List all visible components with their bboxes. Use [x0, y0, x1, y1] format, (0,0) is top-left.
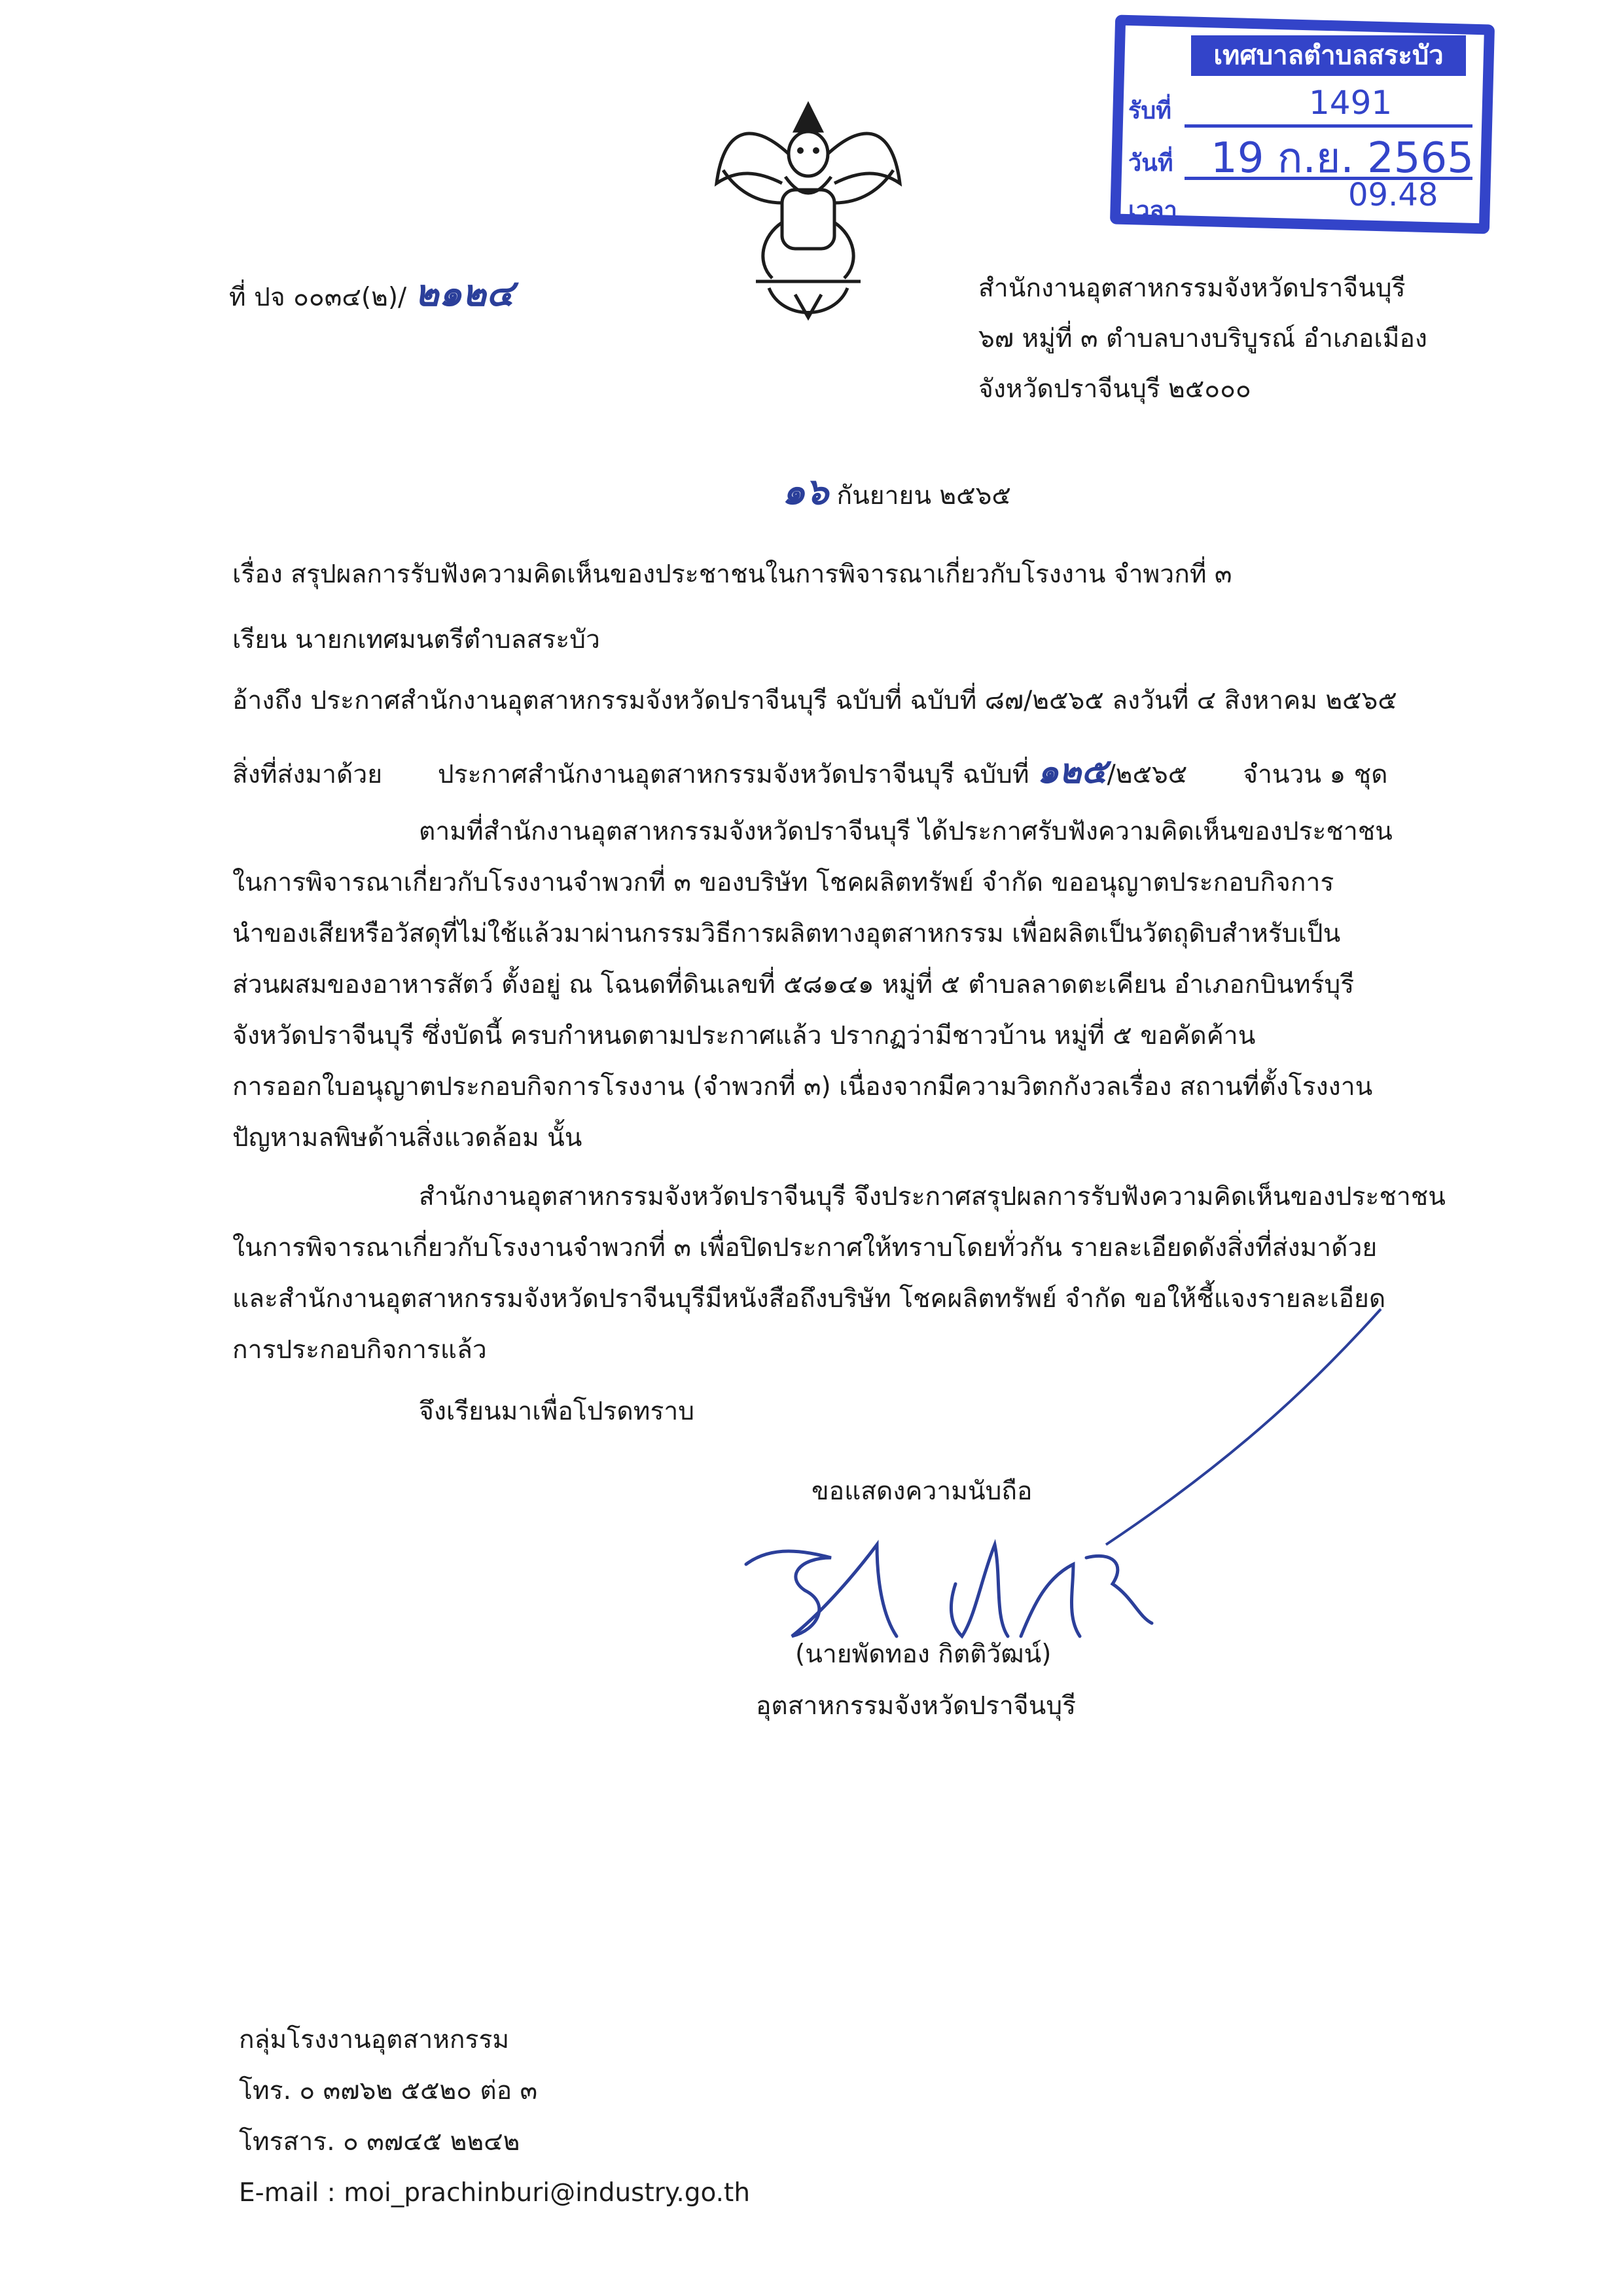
- stamp-date-label: วันที่: [1128, 150, 1173, 177]
- signatory-name: (นายพัดทอง กิตติวัฒน์): [795, 1640, 1052, 1669]
- enclosure-text: ประกาศสำนักงานอุตสาหกรรมจังหวัดปราจีนบุรี ฉบับที่: [437, 760, 1029, 789]
- stamp-time: 09.48: [1348, 177, 1438, 213]
- reference-doc-line: อ้างถึง ประกาศสำนักงานอุตสาหกรรมจังหวัดปราจีนบุรี ฉบับที่ ฉบับที่ ๘๗/๒๕๖๕ ลงวันที่ ๔ สิงหาคม ๒๕๖๕: [232, 686, 1397, 715]
- stamp-date: 19 ก.ย. 2565: [1211, 134, 1474, 183]
- closing-line: จึงเรียนมาเพื่อโปรดทราบ: [419, 1397, 695, 1426]
- enclosure-label: สิ่งที่ส่งมาด้วย: [232, 760, 383, 789]
- regards-line: ขอแสดงความนับถือ: [812, 1477, 1033, 1506]
- reference-line: [229, 272, 514, 315]
- subject-line: เรื่อง สรุปผลการรับฟังความคิดเห็นของประชาชนในการพิจารณาเกี่ยวกับโรงงาน จำพวกที่ ๓: [232, 560, 1232, 589]
- enclosure-line: [232, 751, 1387, 792]
- ref-prefix: ที่ ปจ ๐๐๓๔(๒)/: [229, 283, 407, 312]
- received-stamp: [1113, 20, 1492, 229]
- body-line: นำของเสียหรือวัสดุที่ไม่ใช้แล้วมาผ่านกรรมวิธีการผลิตทางอุตสาหกรรม เพื่อผลิตเป็นวัตถุดิบสำหรับเป็น: [232, 919, 1341, 948]
- body-line: การออกใบอนุญาตประกอบกิจการโรงงาน (จำพวกที่ ๓) เนื่องจากมีความวิตกกังวลเรื่อง สถานที่ตั้งโรงงาน: [232, 1072, 1373, 1102]
- body-line: ตามที่สำนักงานอุตสาหกรรมจังหวัดปราจีนบุรี ได้ประกาศรับฟังความคิดเห็นของประชาชน: [419, 817, 1393, 846]
- body-line: ส่วนผสมของอาหารสัตว์ ตั้งอยู่ ณ โฉนดที่ดินเลขที่ ๕๘๑๔๑ หมู่ที่ ๕ ตำบลลาดตะเคียน อำเภอกบินทร์บุรี: [232, 970, 1355, 999]
- ref-number-handwritten: ๒๑๒๔: [414, 272, 514, 315]
- handwritten-signature: [733, 1505, 1230, 1649]
- letter-date: [782, 470, 1011, 514]
- sender-line: จังหวัดปราจีนบุรี ๒๕๐๐๐: [978, 374, 1251, 404]
- signatory-position: อุตสาหกรรมจังหวัดปราจีนบุรี: [756, 1691, 1077, 1721]
- body-line: จังหวัดปราจีนบุรี ซึ่งบัดนี้ ครบกำหนดตามประกาศแล้ว ปรากฏว่ามีชาวบ้าน หมู่ที่ ๕ ขอคัดค้าน: [232, 1021, 1256, 1050]
- body-line: ปัญหามลพิษด้านสิ่งแวดล้อม นั้น: [232, 1123, 582, 1153]
- date-month-year: กันยายน ๒๕๖๕: [836, 481, 1011, 511]
- stamp-time-label: เวลา: [1128, 197, 1177, 224]
- body-line: ในการพิจารณาเกี่ยวกับโรงงานจำพวกที่ ๓ เพื่อปิดประกาศให้ทราบโดยทั่วกัน รายละเอียดดังสิ่งที่ส่งมาด้วย: [232, 1233, 1378, 1263]
- stamp-org: เทศบาลตำบลสระบัว: [1191, 35, 1466, 76]
- recipient-line: เรียน นายกเทศมนตรีตำบลสระบัว: [232, 625, 600, 655]
- date-day-handwritten: ๑๖: [782, 470, 829, 513]
- body-line: และสำนักงานอุตสาหกรรมจังหวัดปราจีนบุรีมีหนังสือถึงบริษัท โชคผลิตทรัพย์ จำกัด ขอให้ชี้แจงรายละเอียด: [232, 1284, 1386, 1314]
- footer-dept: กลุ่มโรงงานอุตสาหกรรม: [239, 2025, 510, 2054]
- enclosure-count: จำนวน ๑ ชุด: [1243, 760, 1388, 789]
- stamp-receive-no: 1491: [1309, 84, 1393, 122]
- garuda-emblem-icon: [710, 92, 906, 327]
- body-line: ในการพิจารณาเกี่ยวกับโรงงานจำพวกที่ ๓ ของบริษัท โชคผลิตทรัพย์ จำกัด ขออนุญาตประกอบกิจการ: [232, 868, 1334, 897]
- enclosure-number-handwritten: ๑๒๕: [1037, 751, 1107, 791]
- sender-line: ๖๗ หมู่ที่ ๓ ตำบลบางบริบูรณ์ อำเภอเมือง: [978, 324, 1427, 353]
- body-line: การประกอบกิจการแล้ว: [232, 1335, 487, 1365]
- footer-tel: โทร. ๐ ๓๗๖๒ ๕๕๒๐ ต่อ ๓: [239, 2076, 538, 2106]
- enclosure-year: /๒๕๖๕: [1107, 760, 1188, 789]
- stamp-receive-label: รับที่: [1128, 98, 1171, 124]
- footer-fax: โทรสาร. ๐ ๓๗๔๕ ๒๒๔๒: [239, 2127, 520, 2157]
- sender-line: สำนักงานอุตสาหกรรมจังหวัดปราจีนบุรี: [978, 274, 1406, 303]
- body-line: สำนักงานอุตสาหกรรมจังหวัดปราจีนบุรี จึงประกาศสรุปผลการรับฟังความคิดเห็นของประชาชน: [419, 1182, 1446, 1211]
- footer-email: E-mail : moi_prachinburi@industry.go.th: [239, 2178, 751, 2208]
